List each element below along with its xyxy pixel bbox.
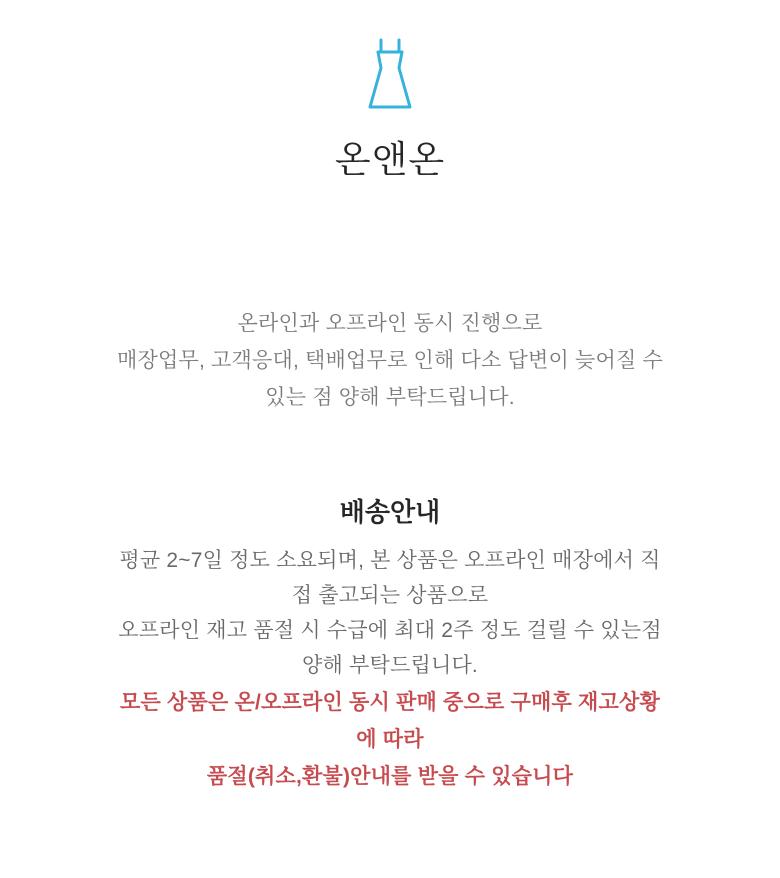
intro-text — [0, 305, 780, 416]
shipping-info-text — [0, 543, 780, 683]
dress-icon — [366, 38, 414, 110]
intro-line: 매장업무, 고객응대, 택배업무로 인해 다소 답변이 늦어질 수 — [117, 349, 663, 372]
brand-header-icon — [0, 38, 780, 112]
shipping-info-line: 접 출고되는 상품으로 — [291, 584, 489, 607]
intro-line: 있는 점 양해 부탁드립니다. — [265, 386, 515, 409]
brand-name: 온앤온 — [334, 139, 446, 180]
stock-warning-line: 품절(취소,환불)안내를 받을 수 있습니다 — [206, 765, 574, 788]
shipping-info-line: 오프라인 재고 품절 시 수급에 최대 2주 정도 걸릴 수 있는점 — [118, 619, 662, 642]
shipping-info-line: 평균 2~7일 정도 소요되며, 본 상품은 오프라인 매장에서 직 — [119, 549, 661, 572]
stock-warning-line: 에 따라 — [356, 728, 424, 751]
shipping-heading: 배송안내 — [339, 497, 441, 527]
shipping-info-line: 양해 부탁드립니다. — [302, 654, 478, 677]
stock-warning-line: 모든 상품은 온/오프라인 동시 판매 중으로 구매후 재고상황 — [120, 691, 660, 714]
stock-warning-text — [0, 684, 780, 795]
intro-line: 온라인과 오프라인 동시 진행으로 — [237, 312, 543, 335]
